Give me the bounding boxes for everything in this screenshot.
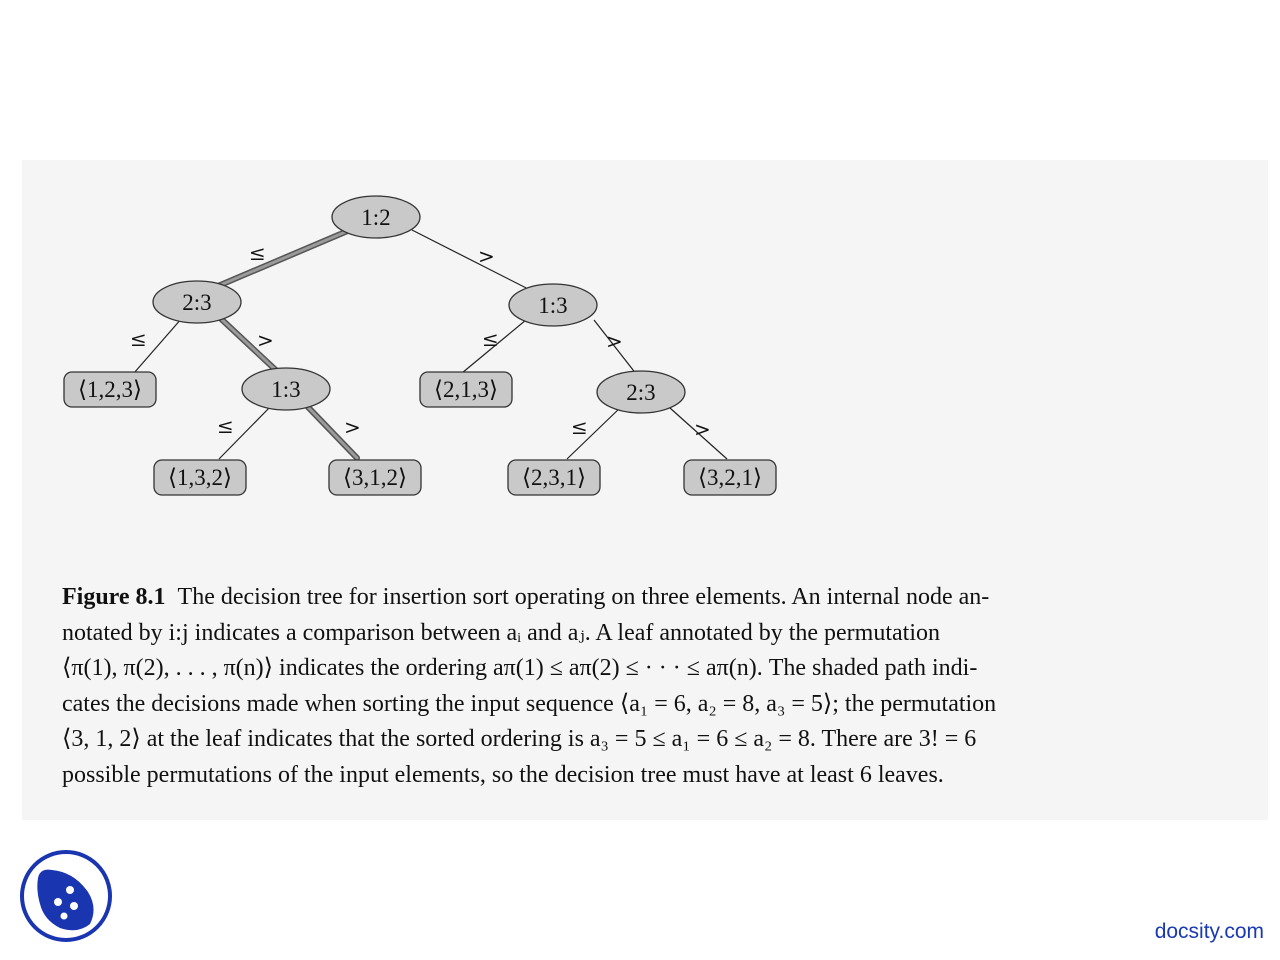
- leaf-label: ⟨1,2,3⟩: [78, 377, 142, 402]
- tree-node-label: 1:3: [271, 377, 301, 402]
- leaf-label: ⟨2,3,1⟩: [522, 465, 586, 490]
- shaded-path: [218, 227, 357, 458]
- caption-text: The decision tree for insertion sort operating on three elements. An internal node an-: [177, 584, 990, 610]
- tree-node-label: 2:3: [182, 290, 212, 315]
- docsity-logo-icon[interactable]: [18, 848, 114, 944]
- figure-caption: [62, 580, 1240, 793]
- caption-title: Figure 8.1: [62, 584, 166, 610]
- edge-label-le: ≤: [217, 414, 234, 438]
- edge-label-le: ≤: [130, 327, 147, 351]
- edge-label-gt: >: [478, 244, 495, 268]
- edge-label-gt: >: [344, 415, 361, 439]
- leaf-label: ⟨1,3,2⟩: [168, 465, 232, 490]
- edge-label-le: ≤: [482, 327, 499, 351]
- leaf-label: ⟨2,1,3⟩: [434, 377, 498, 402]
- leaf-label: ⟨3,1,2⟩: [343, 465, 407, 490]
- edge-label-gt: >: [606, 329, 623, 353]
- tree-node-label: 2:3: [626, 380, 656, 405]
- edge-12-13: [412, 230, 540, 295]
- caption-line: cates the decisions made when sorting the input sequence ⟨a₁ = 6, a₂ = 8, a₃ = 5⟩; the permutation: [62, 690, 997, 717]
- caption-line: possible permutations of the input elements, so the decision tree must have at least 6 leaves.: [62, 761, 944, 788]
- site-name[interactable]: docsity.com: [1154, 920, 1264, 943]
- caption-line: ⟨π(1), π(2), . . . , π(n)⟩ indicates the ordering aπ(1) ≤ aπ(2) ≤ · · · ≤ aπ(n). The shaded path indi-: [62, 655, 978, 681]
- caption-line: notated by i:j indicates a comparison between aᵢ and aⱼ. A leaf annotated by the permutation: [62, 619, 940, 646]
- edge-label-gt: >: [694, 417, 711, 441]
- caption-line: ⟨3, 1, 2⟩ at the leaf indicates that the sorted ordering is a₃ = 5 ≤ a₁ = 6 ≤ a₂ = 8. There are 3! = 6: [62, 726, 977, 752]
- edge-label-le: ≤: [571, 415, 588, 439]
- decision-tree-diagram: [22, 160, 1268, 580]
- internal-nodes: [153, 196, 685, 413]
- edge-label-le: ≤: [249, 241, 266, 265]
- caption-line: [62, 580, 1240, 616]
- leaf-label: ⟨3,2,1⟩: [698, 465, 762, 490]
- tree-node-label: 1:3: [538, 293, 568, 318]
- tree-node-label: 1:2: [361, 205, 391, 230]
- edge-label-gt: >: [257, 328, 274, 352]
